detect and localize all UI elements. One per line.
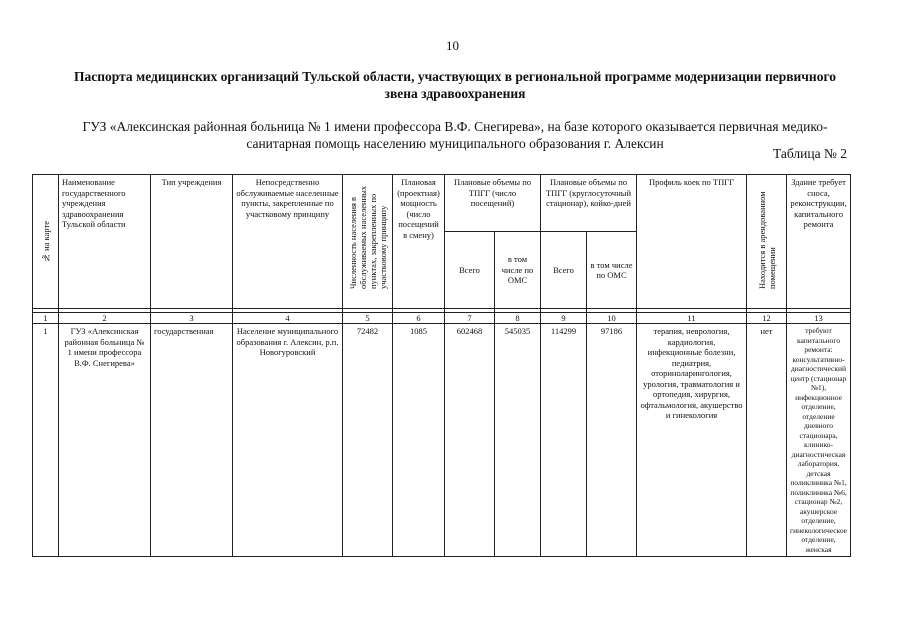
header-col-9-10: Плановые объемы по ТПГГ (круглосуточный стационар), койко-дней: [541, 175, 637, 232]
row-visits-total: 602468: [445, 324, 495, 557]
column-number: 8: [495, 313, 541, 324]
row-visits-oms: 545035: [495, 324, 541, 557]
column-number: 13: [787, 313, 851, 324]
column-number: 3: [151, 313, 233, 324]
row-capacity: 1085: [393, 324, 445, 557]
row-rented: нет: [747, 324, 787, 557]
header-col-2: Наименование государственного учреждения здравоохранения Тульской области: [59, 175, 151, 309]
column-number: 12: [747, 313, 787, 324]
header-col-13: Здание требует сноса, реконструкции, капитального ремонта: [787, 175, 851, 309]
document-title: Паспорта медицинских организаций Тульской области, участвующих в региональной программе модернизации первичного звена здравоохранения: [74, 69, 836, 101]
header-col-4: Непосредственно обслуживаемые населенные пункты, закрепленные по участковому принципу: [233, 175, 343, 309]
row-repair: требуют капитального ремонта: консультативно-диагностический центр (стационар №1), инфекционное отделение, отделение дневного стационара, клинико-диагностическая лаборатория, детская поликлиника №1, поликлиника №6, стационар №2, акушерское отделение, гинекологическое отделение, женская: [787, 324, 851, 557]
row-num: 1: [33, 324, 59, 557]
header-col-7-8: Плановые объемы по ТПГГ (число посещений): [445, 175, 541, 232]
column-number: 5: [343, 313, 393, 324]
header-col-10: в том числе по ОМС: [587, 232, 637, 309]
header-col-6: Плановая (проектная) мощность (число посещений в смену): [393, 175, 445, 309]
header-col-3: Тип учреждения: [151, 175, 233, 309]
column-number-row: [33, 313, 851, 324]
row-population: 72482: [343, 324, 393, 557]
table-row: [33, 324, 851, 557]
passport-table: [32, 174, 851, 557]
header-col-11: Профиль коек по ТПГГ: [637, 175, 747, 309]
header-col-1: № на карте: [33, 175, 59, 309]
row-beds-oms: 97186: [587, 324, 637, 557]
document-subtitle: ГУЗ «Алексинская районная больница № 1 имени профессора В.Ф. Снегирева», на базе которого оказывается первичная медико-санитарная помощь населению муниципального образования г. Алексин: [82, 119, 828, 151]
column-number: 11: [637, 313, 747, 324]
header-col-12: Находится в арендованном помещении: [747, 175, 787, 309]
column-number: 4: [233, 313, 343, 324]
column-number: 9: [541, 313, 587, 324]
row-beds-total: 114299: [541, 324, 587, 557]
table-label: Таблица № 2: [773, 146, 847, 161]
header-col-7: Всего: [445, 232, 495, 309]
row-settlements: Население муниципального образования г. Алексин, р.п. Новогуровский: [233, 324, 343, 557]
row-bed-profile: терапия, неврология, кардиология, инфекционные болезни, педиатрия, оториноларингология, урология, травматология и ортопедия, хирургия, офтальмология, акушерство и гинекология: [637, 324, 747, 557]
header-col-9: Всего: [541, 232, 587, 309]
header-col-5: Численность населения в обслуживаемых населенных пунктах, закрепленных по участковому принципу: [343, 175, 393, 309]
column-number: 7: [445, 313, 495, 324]
page-number: 10: [446, 38, 459, 53]
row-name: ГУЗ «Алексинская районная больница № 1 имени профессора В.Ф. Снегирева»: [59, 324, 151, 557]
header-col-8: в том числе по ОМС: [495, 232, 541, 309]
column-number: 10: [587, 313, 637, 324]
column-number: 1: [33, 313, 59, 324]
column-number: 6: [393, 313, 445, 324]
row-type: государственная: [151, 324, 233, 557]
column-number: 2: [59, 313, 151, 324]
